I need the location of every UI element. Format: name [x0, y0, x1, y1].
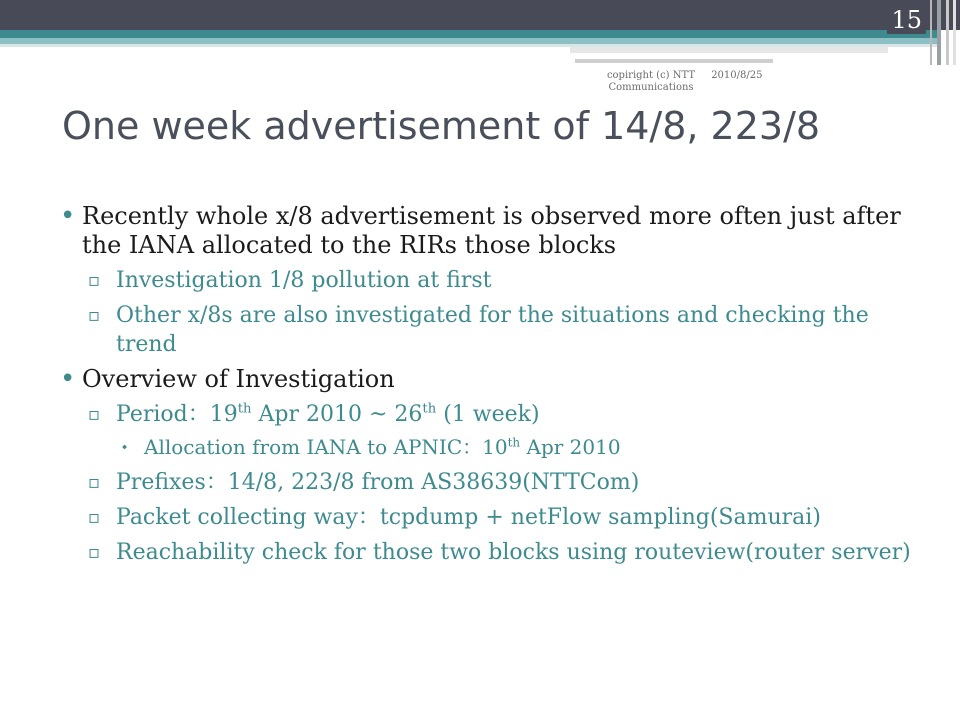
decor-vertical-line [953, 0, 956, 65]
sub-bullet-packet-collecting: ▫ Packet collecting way：tcpdump + netFlow sampling(Samurai) [60, 503, 920, 532]
period-suffix: (1 week) [436, 402, 540, 427]
header-rule [570, 47, 888, 53]
sub-bullet-other-x8s: ▫ Other x/8s are also investigated for the situations and checking the trend [60, 301, 920, 359]
sub-bullet-period [60, 400, 920, 429]
allocation-suffix: Apr 2010 [520, 435, 621, 459]
footer-copyright: copiright (c) NTT Communications [606, 70, 696, 93]
decor-vertical-line [946, 0, 949, 65]
period-middle: Apr 2010 ~ 26 [251, 402, 423, 427]
allocation-prefix: Allocation from IANA to APNIC：10 [144, 435, 508, 459]
sub-bullet-investigation-1-8: ▫ Investigation 1/8 pollution at first [60, 266, 920, 295]
slide-number: 15 [887, 6, 926, 34]
sub-bullet-prefixes: ▫ Prefixes：14/8, 223/8 from AS38639(NTTCom) [60, 468, 920, 497]
slide-footer [596, 70, 762, 94]
allocation-sup: th [507, 435, 521, 450]
sub-bullet-reachability: ▫ Reachability check for those two blocks using routeview(router server) [60, 538, 920, 567]
period-sup-2: th [422, 401, 437, 417]
bullet-recent-advertisement: • Recently whole x/8 advertisement is observed more often just after the IANA allocated to the RIRs those blocks [60, 202, 920, 260]
sub-sub-bullet-allocation [60, 433, 920, 462]
footer-date: 2010/8/25 [711, 70, 763, 81]
bullet-overview: • Overview of Investigation [60, 365, 920, 394]
header-stripe-dark [0, 30, 940, 38]
slide-title: One week advertisement of 14/8, 223/8 [62, 104, 821, 148]
slide-body [60, 196, 920, 567]
period-sup-1: th [237, 401, 252, 417]
period-prefix: Period：19 [116, 402, 238, 427]
decor-vertical-line [930, 0, 932, 65]
top-bar [0, 0, 960, 30]
decor-vertical-line [937, 0, 941, 65]
header-rule-small [575, 59, 773, 63]
